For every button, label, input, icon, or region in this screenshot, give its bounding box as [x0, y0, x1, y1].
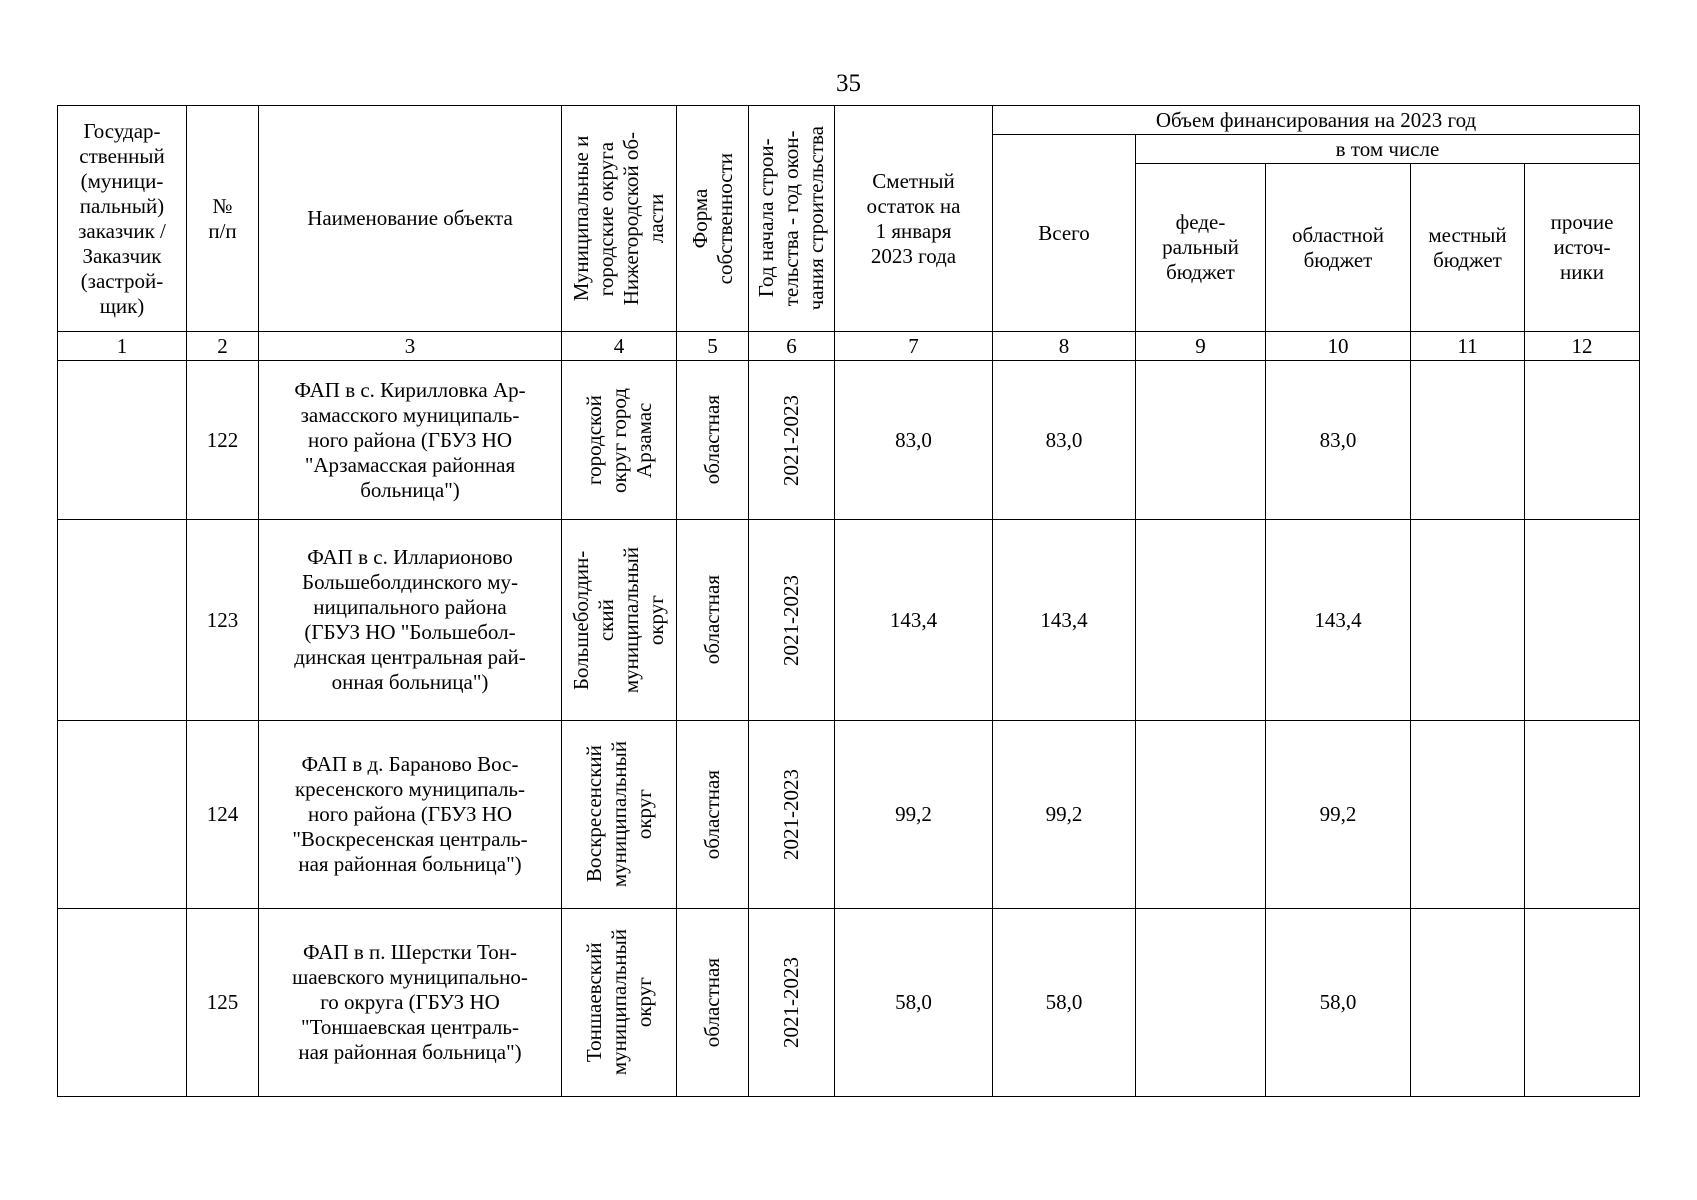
header-estimated-balance: Сметный остаток на 1 января 2023 года [835, 106, 993, 332]
row-estimated-balance: 143,4 [835, 520, 993, 721]
row-regional: 99,2 [1266, 721, 1411, 909]
header-federal: феде- ральный бюджет [1136, 164, 1266, 332]
column-number: 5 [677, 332, 749, 361]
header-including: в том числе [1136, 135, 1640, 164]
header-number: № п/п [187, 106, 259, 332]
row-total: 99,2 [993, 721, 1136, 909]
column-number: 1 [58, 332, 187, 361]
row-municipality: Большеболдин- ский муниципальный округ [562, 520, 677, 721]
header-years: Год начала строи- тельства - год окон- чания строительства [749, 106, 835, 332]
row-regional: 83,0 [1266, 361, 1411, 520]
header-local: местный бюджет [1411, 164, 1525, 332]
row-customer [58, 721, 187, 909]
row-total: 83,0 [993, 361, 1136, 520]
row-federal [1136, 721, 1266, 909]
table-row [58, 520, 1640, 721]
row-regional: 58,0 [1266, 909, 1411, 1097]
financing-table [57, 105, 1640, 1097]
row-local [1411, 909, 1525, 1097]
column-number: 7 [835, 332, 993, 361]
column-number: 2 [187, 332, 259, 361]
row-estimated-balance: 99,2 [835, 721, 993, 909]
row-ownership: областная [677, 361, 749, 520]
row-number: 123 [187, 520, 259, 721]
row-years: 2021-2023 [749, 361, 835, 520]
header-row-1 [58, 106, 1640, 135]
header-customer: Государ- ственный (муници- пальный) заказчик / Заказчик (застрой- щик) [58, 106, 187, 332]
row-years: 2021-2023 [749, 721, 835, 909]
row-federal [1136, 909, 1266, 1097]
row-years: 2021-2023 [749, 520, 835, 721]
column-number: 3 [259, 332, 562, 361]
row-municipality: Тоншаевский муниципальный округ [562, 909, 677, 1097]
row-estimated-balance: 58,0 [835, 909, 993, 1097]
row-customer [58, 520, 187, 721]
row-total: 58,0 [993, 909, 1136, 1097]
header-object-name: Наименование объекта [259, 106, 562, 332]
row-local [1411, 361, 1525, 520]
column-number: 9 [1136, 332, 1266, 361]
column-number: 4 [562, 332, 677, 361]
column-number-row [58, 332, 1640, 361]
table-row [58, 361, 1640, 520]
column-number: 6 [749, 332, 835, 361]
row-customer [58, 909, 187, 1097]
column-number: 11 [1411, 332, 1525, 361]
row-other [1525, 520, 1640, 721]
header-funding-volume: Объем финансирования на 2023 год [993, 106, 1640, 135]
row-estimated-balance: 83,0 [835, 361, 993, 520]
row-federal [1136, 361, 1266, 520]
row-regional: 143,4 [1266, 520, 1411, 721]
row-local [1411, 721, 1525, 909]
row-total: 143,4 [993, 520, 1136, 721]
row-municipality: городской округ город Арзамас [562, 361, 677, 520]
row-other [1525, 909, 1640, 1097]
row-other [1525, 721, 1640, 909]
row-object-name: ФАП в д. Бараново Вос- кресенского муниципаль- ного района (ГБУЗ НО "Воскресенская централь- ная районная больница") [259, 721, 562, 909]
row-ownership: областная [677, 721, 749, 909]
row-object-name: ФАП в п. Шерстки Тон- шаевского муниципально- го округа (ГБУЗ НО "Тоншаевская централь- ная районная больница") [259, 909, 562, 1097]
row-number: 122 [187, 361, 259, 520]
row-customer [58, 361, 187, 520]
header-regional: областной бюджет [1266, 164, 1411, 332]
header-other: прочие источ- ники [1525, 164, 1640, 332]
row-number: 125 [187, 909, 259, 1097]
header-total: Всего [993, 135, 1136, 332]
row-object-name: ФАП в с. Илларионово Большеболдинского му- ниципального района (ГБУЗ НО "Большебол- динская центральная рай- онная больница") [259, 520, 562, 721]
table-row [58, 721, 1640, 909]
row-number: 124 [187, 721, 259, 909]
row-ownership: областная [677, 520, 749, 721]
row-other [1525, 361, 1640, 520]
header-municipality: Муниципальные и городские округа Нижегородской об- ласти [562, 106, 677, 332]
row-municipality: Воскресенский муниципальный округ [562, 721, 677, 909]
row-ownership: областная [677, 909, 749, 1097]
column-number: 8 [993, 332, 1136, 361]
page-number: 35 [836, 70, 861, 97]
table-row [58, 909, 1640, 1097]
header-ownership: Форма собственности [677, 106, 749, 332]
row-federal [1136, 520, 1266, 721]
row-years: 2021-2023 [749, 909, 835, 1097]
row-local [1411, 520, 1525, 721]
column-number: 12 [1525, 332, 1640, 361]
column-number: 10 [1266, 332, 1411, 361]
row-object-name: ФАП в с. Кирилловка Ар- замасского муниципаль- ного района (ГБУЗ НО "Арзамасская районная больница") [259, 361, 562, 520]
